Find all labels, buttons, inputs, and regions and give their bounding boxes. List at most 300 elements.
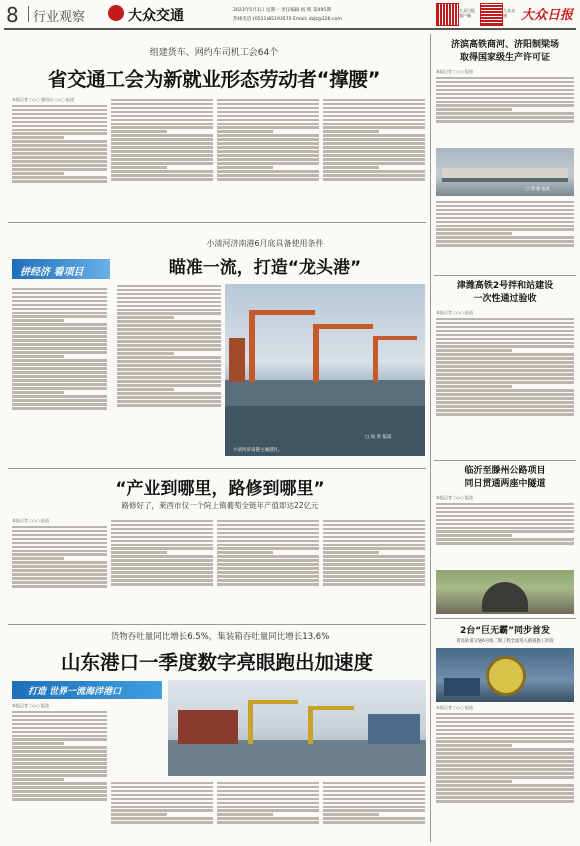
body-text-line xyxy=(12,794,107,796)
body-text-line xyxy=(217,540,319,542)
body-text-line xyxy=(12,719,107,721)
body-text-line xyxy=(323,150,425,152)
side-2-headline-line1: 津潍高铁2号拌和站建设 xyxy=(456,281,554,291)
body-text-line xyxy=(436,225,574,227)
body-text-line xyxy=(12,331,107,333)
body-text-line xyxy=(436,530,574,532)
body-text-line xyxy=(12,168,107,170)
harbor-photo xyxy=(168,680,426,776)
body-text-line xyxy=(117,320,221,322)
port-story-headline: 瞄准一流，打造“龙头港” xyxy=(168,258,362,278)
top-story-body-col2 xyxy=(111,97,213,215)
body-text-line xyxy=(117,293,221,295)
body-text-line xyxy=(12,152,107,154)
body-text-line xyxy=(323,528,425,530)
body-text-line xyxy=(12,723,107,725)
industry-story-body-col1 xyxy=(12,524,107,616)
body-text-line xyxy=(436,519,574,521)
body-text-line xyxy=(323,524,425,526)
side-4-body xyxy=(436,711,574,841)
body-text-line xyxy=(436,796,574,798)
body-text-line xyxy=(436,232,512,234)
body-text-line xyxy=(12,770,107,772)
body-text-line xyxy=(117,396,221,398)
body-text-line xyxy=(12,585,107,587)
body-text-line xyxy=(12,296,107,298)
body-text-line xyxy=(217,103,319,105)
body-text-line xyxy=(12,117,107,119)
body-text-line xyxy=(323,142,425,144)
body-text-line xyxy=(111,790,213,792)
body-text-line xyxy=(436,713,574,715)
body-text-line xyxy=(111,170,213,172)
industry-story-body-col3 xyxy=(217,518,319,616)
body-text-line xyxy=(117,316,174,318)
body-text-line xyxy=(436,389,574,391)
body-text-line xyxy=(12,746,107,748)
contact-line: 热线电话:(0531)85193570 Email: dzjt@126.com xyxy=(233,17,342,22)
body-text-line xyxy=(323,802,425,804)
body-text-line xyxy=(117,336,221,338)
body-text-line xyxy=(323,540,425,542)
body-text-line xyxy=(217,174,319,176)
industry-story-body-col2 xyxy=(111,518,213,616)
body-text-line xyxy=(12,319,64,321)
body-text-line xyxy=(117,352,174,354)
body-text-line xyxy=(111,103,213,105)
body-text-line xyxy=(323,111,425,113)
body-text-line xyxy=(323,107,425,109)
body-text-line xyxy=(436,752,574,754)
paper-name: 大众交通 xyxy=(128,8,184,24)
body-text-line xyxy=(436,721,574,723)
body-text-line xyxy=(217,520,319,522)
body-text-line xyxy=(117,376,221,378)
body-text-line xyxy=(111,563,213,565)
body-text-line xyxy=(111,567,213,569)
body-text-line xyxy=(12,395,107,397)
body-text-line xyxy=(12,140,107,142)
body-text-line xyxy=(12,176,107,178)
side-1-headline-line1: 济滨高铁商河、济阳制梁场 xyxy=(450,40,559,50)
body-text-line xyxy=(436,768,574,770)
body-text-line xyxy=(323,794,425,796)
qr-caption: 大众交通 xyxy=(503,8,515,18)
body-text-line xyxy=(12,786,107,788)
body-text-line xyxy=(12,542,107,544)
body-text-line xyxy=(12,577,107,579)
body-text-line xyxy=(323,130,379,132)
body-text-line xyxy=(436,326,574,328)
body-text-line xyxy=(436,373,574,375)
body-text-line xyxy=(217,178,319,180)
body-text-line xyxy=(323,532,425,534)
body-text-line xyxy=(117,360,221,362)
body-text-line xyxy=(12,538,107,540)
body-text-line xyxy=(12,300,107,302)
body-text-line xyxy=(436,764,574,766)
body-text-line xyxy=(111,559,213,561)
body-text-line xyxy=(323,99,425,101)
body-text-line xyxy=(217,571,319,573)
masthead-rule xyxy=(4,28,576,30)
lower-story-body-col2 xyxy=(111,780,213,842)
body-text-line xyxy=(323,134,425,136)
body-text-line xyxy=(111,158,213,160)
body-text-line xyxy=(436,523,574,525)
body-text-line xyxy=(117,297,221,299)
body-text-line xyxy=(217,162,319,164)
body-text-line xyxy=(12,754,107,756)
body-text-line xyxy=(12,391,64,393)
side-3-body xyxy=(436,501,574,567)
body-text-line xyxy=(111,107,213,109)
body-text-line xyxy=(117,368,221,370)
body-text-line xyxy=(111,138,213,140)
body-text-line xyxy=(436,361,574,363)
divider xyxy=(434,460,576,461)
side-2-body xyxy=(436,316,574,456)
body-text-line xyxy=(12,379,107,381)
body-text-line xyxy=(12,105,107,107)
body-text-line xyxy=(436,93,574,95)
body-text-line xyxy=(217,790,319,792)
port-story-body-col1 xyxy=(12,286,107,462)
body-text-line xyxy=(12,738,107,740)
body-text-line xyxy=(12,144,107,146)
body-text-line xyxy=(12,109,107,111)
body-text-line xyxy=(436,345,574,347)
body-text-line xyxy=(111,821,213,823)
lower-story-headline: 山东港口一季度数字亮眼跑出加速度 xyxy=(60,651,373,674)
body-text-line xyxy=(12,367,107,369)
body-text-line xyxy=(12,148,107,150)
body-text-line xyxy=(323,806,425,808)
body-text-line xyxy=(111,536,213,538)
body-text-line xyxy=(436,318,574,320)
body-text-line xyxy=(217,130,273,132)
industry-story-headline: “产业到哪里，路修到哪里” xyxy=(115,479,325,499)
body-text-line xyxy=(12,129,107,131)
body-text-line xyxy=(111,809,213,811)
body-text-line xyxy=(117,372,221,374)
body-text-line xyxy=(111,123,213,125)
side-3-byline: 本报记者 ○○○ 报道 xyxy=(436,495,474,500)
body-text-line xyxy=(12,798,107,800)
side-3-photo xyxy=(436,570,574,614)
side-4-headline: 2台“巨无霸”同步首发 xyxy=(459,626,551,636)
body-text-line xyxy=(436,381,574,383)
body-text-line xyxy=(117,289,221,291)
body-text-line xyxy=(12,557,64,559)
body-text-line xyxy=(12,136,64,138)
body-text-line xyxy=(217,158,319,160)
body-text-line xyxy=(217,806,319,808)
body-text-line xyxy=(217,786,319,788)
body-text-line xyxy=(323,551,379,553)
body-text-line xyxy=(111,130,167,132)
body-text-line xyxy=(436,205,574,207)
port-story-kicker: 小清河济南港6月底具备使用条件 xyxy=(206,239,324,248)
body-text-line xyxy=(323,809,425,811)
body-text-line xyxy=(12,782,107,784)
body-text-line xyxy=(111,806,213,808)
body-text-line xyxy=(12,715,107,717)
industry-story-byline: 本报记者 ○○○ 报道 xyxy=(12,518,50,523)
body-text-line xyxy=(12,160,107,162)
body-text-line xyxy=(323,520,425,522)
body-text-line xyxy=(12,288,107,290)
body-text-line xyxy=(436,89,574,91)
body-text-line xyxy=(323,547,425,549)
top-story-headline: 省交通工会为新就业形态劳动者“撑腰” xyxy=(47,68,381,91)
body-text-line xyxy=(12,399,107,401)
body-text-line xyxy=(323,555,425,557)
body-text-line xyxy=(12,315,107,317)
body-text-line xyxy=(217,536,319,538)
body-text-line xyxy=(12,172,64,174)
qr-code-icon xyxy=(436,3,459,26)
body-text-line xyxy=(217,583,319,585)
body-text-line xyxy=(117,285,221,287)
body-text-line xyxy=(117,312,221,314)
body-text-line xyxy=(436,213,574,215)
body-text-line xyxy=(217,166,273,168)
body-text-line xyxy=(12,347,107,349)
body-text-line xyxy=(111,575,213,577)
body-text-line xyxy=(12,156,107,158)
photo-credit: □ 尚 青 报道 xyxy=(365,435,392,440)
body-text-line xyxy=(436,228,574,230)
body-text-line xyxy=(436,209,574,211)
body-text-line xyxy=(12,407,107,409)
body-text-line xyxy=(12,546,107,548)
body-text-line xyxy=(436,401,574,403)
body-text-line xyxy=(111,154,213,156)
body-text-line xyxy=(12,403,107,405)
body-text-line xyxy=(111,119,213,121)
body-text-line xyxy=(117,309,221,311)
body-text-line xyxy=(217,544,319,546)
body-text-line xyxy=(323,798,425,800)
body-text-line xyxy=(12,573,107,575)
body-text-line xyxy=(217,107,319,109)
body-text-line xyxy=(323,567,425,569)
body-text-line xyxy=(12,383,107,385)
body-text-line xyxy=(217,802,319,804)
body-text-line xyxy=(436,534,512,536)
body-text-line xyxy=(117,392,221,394)
body-text-line xyxy=(436,330,574,332)
body-text-line xyxy=(12,530,107,532)
body-text-line xyxy=(111,551,167,553)
body-text-line xyxy=(12,766,107,768)
body-text-line xyxy=(436,784,574,786)
lower-story-kicker: 货物吞吐量同比增长6.5%，集装箱吞吐量同比增长13.6% xyxy=(110,632,330,642)
body-text-line xyxy=(436,792,574,794)
body-text-line xyxy=(111,555,213,557)
body-text-line xyxy=(111,146,213,148)
body-text-line xyxy=(111,126,213,128)
body-text-line xyxy=(117,340,221,342)
body-text-line xyxy=(436,81,574,83)
body-text-line xyxy=(217,524,319,526)
body-text-line xyxy=(436,217,574,219)
body-text-line xyxy=(111,782,213,784)
body-text-line xyxy=(436,201,574,203)
side-4-byline: 本报记者 ○○○ 报道 xyxy=(436,705,474,710)
body-text-line xyxy=(12,327,107,329)
body-text-line xyxy=(436,409,574,411)
divider xyxy=(8,222,426,223)
body-text-line xyxy=(12,387,107,389)
body-text-line xyxy=(217,126,319,128)
body-text-line xyxy=(323,154,425,156)
body-text-line xyxy=(111,540,213,542)
side-1-body xyxy=(436,75,574,145)
body-text-line xyxy=(323,817,425,819)
body-text-line xyxy=(217,134,319,136)
body-text-line xyxy=(217,99,319,101)
body-text-line xyxy=(217,555,319,557)
body-text-line xyxy=(111,174,213,176)
port-banner-label: 打造 世界一流海洋港口 xyxy=(28,687,122,697)
body-text-line xyxy=(217,559,319,561)
body-text-line xyxy=(12,727,107,729)
body-text-line xyxy=(12,351,107,353)
body-text-line xyxy=(111,571,213,573)
body-text-line xyxy=(117,384,221,386)
body-text-line xyxy=(111,817,213,819)
body-text-line xyxy=(111,802,213,804)
body-text-line xyxy=(12,735,107,737)
side-3-headline xyxy=(434,465,576,491)
body-text-line xyxy=(436,756,574,758)
body-text-line xyxy=(436,236,574,238)
body-text-line xyxy=(323,536,425,538)
body-text-line xyxy=(436,322,574,324)
body-text-line xyxy=(436,776,574,778)
divider xyxy=(8,624,426,625)
body-text-line xyxy=(12,312,107,314)
side-1-headline-line2: 取得国家级生产许可证 xyxy=(459,53,550,63)
side-2-headline xyxy=(434,280,576,306)
body-text-line xyxy=(436,338,574,340)
side-2-byline: 本报记者 ○○○ 报道 xyxy=(436,310,474,315)
side-1-photo xyxy=(436,148,574,196)
body-text-line xyxy=(323,146,425,148)
body-text-line xyxy=(217,115,319,117)
port-banner xyxy=(12,681,162,699)
body-text-line xyxy=(111,794,213,796)
body-text-line xyxy=(323,119,425,121)
body-text-line xyxy=(323,170,425,172)
body-text-line xyxy=(111,798,213,800)
divider xyxy=(434,275,576,276)
lower-story-body-col1 xyxy=(12,709,107,841)
body-text-line xyxy=(111,150,213,152)
body-text-line xyxy=(436,112,574,114)
body-text-line xyxy=(436,85,574,87)
paper-logo xyxy=(108,5,124,21)
body-text-line xyxy=(111,583,213,585)
body-text-line xyxy=(217,146,319,148)
body-text-line xyxy=(111,544,213,546)
body-text-line xyxy=(12,371,107,373)
page-number: 8 xyxy=(6,3,19,27)
body-text-line xyxy=(111,134,213,136)
body-text-line xyxy=(217,798,319,800)
body-text-line xyxy=(217,821,319,823)
body-text-line xyxy=(436,397,574,399)
body-text-line xyxy=(217,528,319,530)
body-text-line xyxy=(117,348,221,350)
section-title: 行业观察 xyxy=(33,10,86,25)
body-text-line xyxy=(111,532,213,534)
body-text-line xyxy=(436,357,574,359)
body-text-line xyxy=(117,344,221,346)
body-text-line xyxy=(323,575,425,577)
body-text-line xyxy=(217,170,319,172)
body-text-line xyxy=(323,178,425,180)
body-text-line xyxy=(323,115,425,117)
body-text-line xyxy=(217,782,319,784)
body-text-line xyxy=(111,166,167,168)
body-text-line xyxy=(436,365,574,367)
body-text-line xyxy=(436,744,512,746)
body-text-line xyxy=(436,104,574,106)
body-text-line xyxy=(217,150,319,152)
top-story-body-col4 xyxy=(323,97,425,215)
body-text-line xyxy=(323,563,425,565)
body-text-line xyxy=(436,369,574,371)
body-text-line xyxy=(436,108,512,110)
body-text-line xyxy=(436,116,574,118)
top-story-kicker: 组建货车、网约车司机工会64个 xyxy=(149,48,279,58)
body-text-line xyxy=(217,794,319,796)
column-divider xyxy=(430,34,431,842)
body-text-line xyxy=(436,353,574,355)
body-text-line xyxy=(12,569,107,571)
body-text-line xyxy=(436,77,574,79)
body-text-line xyxy=(436,503,574,505)
lower-story-body-col4 xyxy=(323,780,425,842)
body-text-line xyxy=(436,760,574,762)
port-story-body-col2 xyxy=(117,283,221,461)
body-text-line xyxy=(436,780,512,782)
body-text-line xyxy=(436,772,574,774)
body-text-line xyxy=(111,813,167,815)
body-text-line xyxy=(111,547,213,549)
body-text-line xyxy=(436,788,574,790)
body-text-line xyxy=(217,575,319,577)
body-text-line xyxy=(12,323,107,325)
body-text-line xyxy=(12,343,107,345)
body-text-line xyxy=(12,359,107,361)
photo-credit: □ 徐 鹏 报道 xyxy=(526,186,550,191)
body-text-line xyxy=(117,328,221,330)
body-text-line xyxy=(436,511,574,513)
body-text-line xyxy=(436,393,574,395)
top-story-byline: 本报记者 ○○○ 通讯员 ○○○ 报道 xyxy=(12,97,75,102)
body-text-line xyxy=(111,111,213,113)
body-text-line xyxy=(436,507,574,509)
body-text-line xyxy=(217,532,319,534)
body-text-line xyxy=(436,733,574,735)
body-text-line xyxy=(436,729,574,731)
body-text-line xyxy=(436,349,512,351)
body-text-line xyxy=(436,542,574,544)
